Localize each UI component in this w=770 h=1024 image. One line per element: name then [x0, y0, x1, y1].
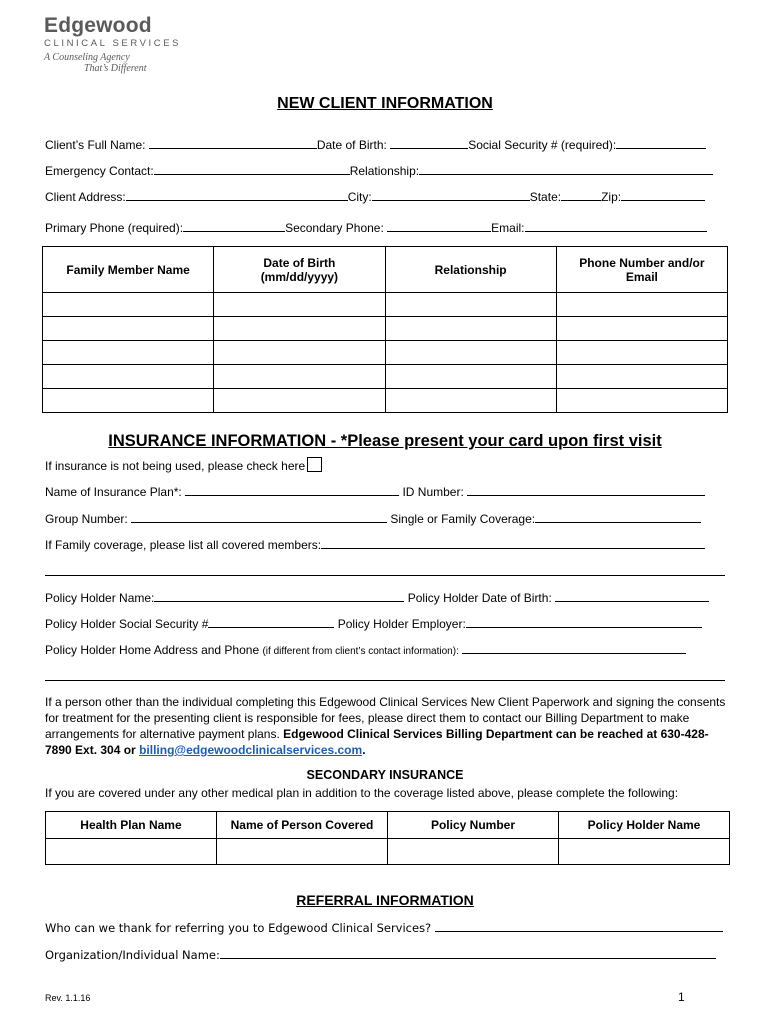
emergency-contact-field[interactable] [154, 163, 350, 175]
insurance-not-used-row [45, 457, 322, 473]
holder-name-row [45, 590, 709, 605]
date-of-birth-header: Date of Birth (mm/dd/yyyy) [214, 247, 385, 293]
holder-ssn-label: Policy Holder Social Security # [45, 617, 209, 631]
group-row [45, 511, 701, 526]
secondary-phone-field[interactable] [387, 220, 491, 232]
table-row [43, 341, 728, 365]
page-title: NEW CLIENT INFORMATION [277, 95, 493, 112]
city-field[interactable] [372, 189, 530, 201]
secondary-insurance-heading: SECONDARY INSURANCE [306, 768, 464, 782]
email-label: Email: [491, 221, 525, 235]
address-row [45, 189, 705, 204]
holder-dob-label: Policy Holder Date of Birth: [407, 591, 552, 605]
client-full-name-label: Client’s Full Name: [45, 138, 146, 152]
relationship-label: Relationship: [349, 164, 420, 178]
phone-email-header: Phone Number and/or Email [556, 247, 727, 293]
relationship-header: Relationship [385, 247, 556, 293]
logo-tagline: A Counseling Agency [44, 52, 130, 63]
state-field[interactable] [561, 189, 601, 201]
family-members-label: If Family coverage, please list all covered members: [45, 538, 322, 552]
family-member-name-header: Family Member Name [43, 247, 214, 293]
referral-org-field[interactable] [220, 947, 716, 959]
insurance-plan-label: Name of Insurance Plan*: [45, 485, 182, 499]
holder-name-label: Policy Holder Name: [45, 591, 155, 605]
holder-ssn-row [45, 616, 702, 631]
group-number-field[interactable] [131, 511, 387, 523]
insurance-plan-field[interactable] [185, 484, 399, 496]
secondary-phone-label: Secondary Phone: [285, 221, 384, 235]
table-row [43, 317, 728, 341]
table-row [43, 365, 728, 389]
secondary-table-header-row [46, 812, 730, 839]
client-address-label: Client Address: [45, 190, 126, 204]
holder-ssn-field[interactable] [208, 616, 334, 628]
secondary-insurance-table [45, 811, 730, 865]
referral-thank-field[interactable] [435, 920, 723, 932]
logo-name: Edgewood [44, 14, 152, 37]
family-members-row [45, 537, 705, 552]
client-address-field[interactable] [126, 189, 348, 201]
referral-org-label: Organization/Individual Name: [45, 948, 220, 962]
client-name-row [45, 137, 706, 152]
ssn-label: Social Security # (required): [468, 138, 617, 152]
date-of-birth-label: Date of Birth: [316, 138, 387, 152]
coverage-field[interactable] [535, 511, 701, 523]
policy-holder-name-header: Policy Holder Name [559, 812, 730, 839]
billing-text: If a person other than the individual completing this Edgewood Clinical Services New Client Paperwork and signing the consents for treatment for the presenting client is responsible for fees, please direct them to contact our Billing Department to make arrangements for alternative payment plans. [45, 695, 726, 741]
billing-email-link[interactable]: billing@edgewoodclinicalservices.com [139, 743, 363, 757]
primary-phone-label: Primary Phone (required): [45, 221, 184, 235]
holder-address-extra-line[interactable] [45, 680, 725, 681]
emergency-contact-label: Emergency Contact: [45, 164, 154, 178]
zip-label: Zip: [601, 190, 622, 204]
phone-row [45, 220, 707, 235]
zip-field[interactable] [621, 189, 705, 201]
referral-heading: REFERRAL INFORMATION [296, 892, 474, 908]
client-full-name-field[interactable] [149, 137, 317, 149]
insurance-heading: INSURANCE INFORMATION - *Please present your card upon first visit [108, 432, 662, 450]
page-number: 1 [678, 990, 685, 1004]
health-plan-name-header: Health Plan Name [46, 812, 217, 839]
insurance-plan-row [45, 484, 705, 499]
holder-address-note: (if different from client’s contact information): [262, 646, 459, 657]
family-members-table [42, 246, 728, 413]
billing-contact-text: Edgewood Clinical Services Billing Department can be reached at 630-428-7890 Ext. 304 or [45, 727, 709, 757]
holder-name-field[interactable] [154, 590, 404, 602]
primary-phone-field[interactable] [183, 220, 285, 232]
family-members-field[interactable] [321, 537, 705, 549]
referral-thank-label: Who can we thank for referring you to Edgewood Clinical Services? [45, 921, 432, 935]
holder-address-field[interactable] [462, 642, 686, 654]
logo-tagline-second: That’s Different [84, 63, 147, 74]
holder-dob-field[interactable] [555, 590, 709, 602]
holder-employer-field[interactable] [466, 616, 702, 628]
insurance-not-used-label: If insurance is not being used, please check here [45, 459, 306, 473]
holder-address-row [45, 642, 686, 657]
family-table-header-row [43, 247, 728, 293]
email-field[interactable] [525, 220, 707, 232]
coverage-label: Single or Family Coverage: [390, 512, 536, 526]
billing-paragraph: If a person other than the individual completing this Edgewood Clinical Services New Client Paperwork and signing the consents for treatment for the presenting client is responsible for fees, please direct them to contact our Billing Department to make arrangements for alternative payment plans. Edgewood Clinical Services Billing Department can be reached at 630-428-7890 Ext. 304 or billing@edgewoodclinicalservices.com. [45, 695, 726, 757]
table-row [43, 389, 728, 413]
city-label: City: [347, 190, 372, 204]
relationship-field[interactable] [419, 163, 713, 175]
group-number-label: Group Number: [45, 512, 128, 526]
holder-address-label: Policy Holder Home Address and Phone [45, 643, 260, 657]
person-covered-header: Name of Person Covered [216, 812, 387, 839]
referral-org-row [45, 947, 716, 962]
holder-employer-label: Policy Holder Employer: [337, 617, 466, 631]
logo-subtitle: CLINICAL SERVICES [44, 38, 182, 49]
state-label: State: [529, 190, 562, 204]
id-number-label: ID Number: [402, 485, 464, 499]
table-row [46, 839, 730, 865]
ssn-field[interactable] [616, 137, 706, 149]
secondary-insurance-instruction: If you are covered under any other medical plan in addition to the coverage listed above, please complete the following: [45, 786, 679, 800]
id-number-field[interactable] [467, 484, 705, 496]
insurance-not-used-checkbox[interactable] [307, 457, 322, 472]
policy-number-header: Policy Number [387, 812, 558, 839]
emergency-row [45, 163, 713, 178]
date-of-birth-field[interactable] [390, 137, 468, 149]
revision-label: Rev. 1.1.16 [45, 993, 91, 1003]
table-row [43, 293, 728, 317]
family-members-extra-line[interactable] [45, 575, 725, 576]
referral-thank-row [45, 920, 723, 935]
